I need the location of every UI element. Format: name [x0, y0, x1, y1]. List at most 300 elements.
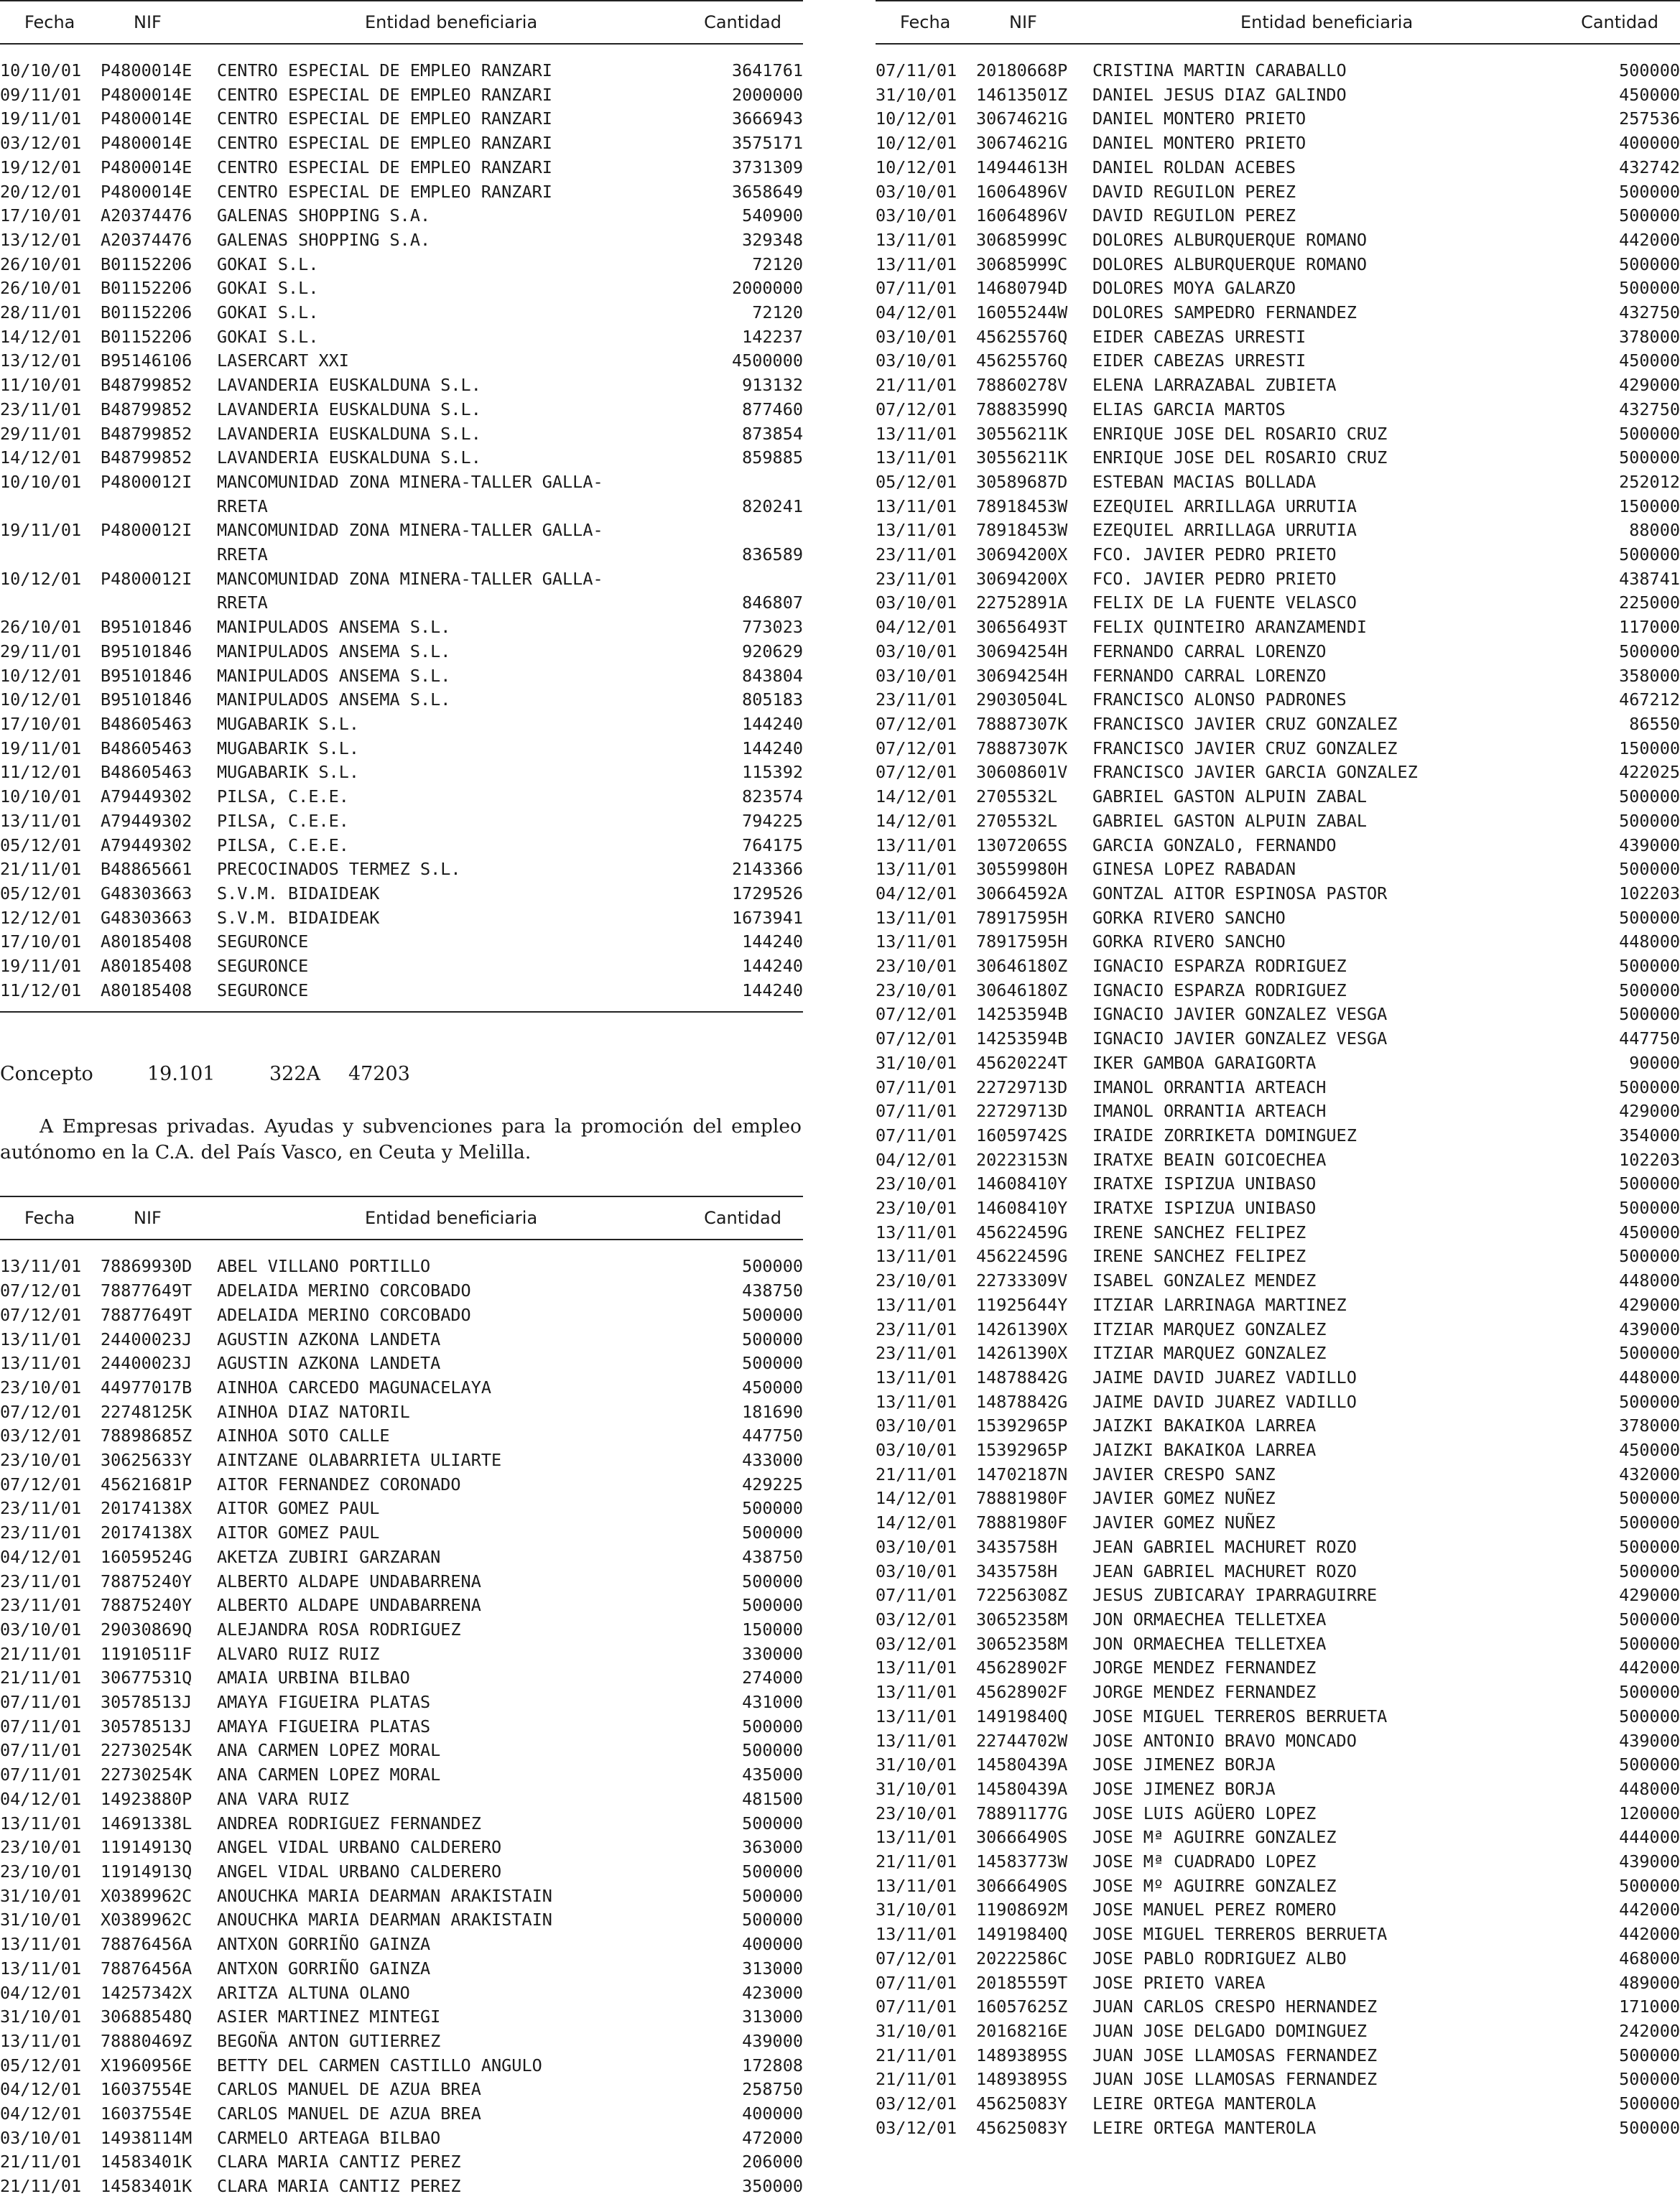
cell-nif: 78877649T	[101, 1280, 192, 1301]
cell-entidad: MUGABARIK S.L.	[217, 713, 360, 734]
cell-nif: 78883599Q	[976, 399, 1068, 419]
table-row	[876, 470, 1680, 495]
cell-cantidad: 450000	[742, 1377, 803, 1398]
cell-entidad: ANA VARA RUIZ	[217, 1788, 349, 1809]
cell-nif: 78876456A	[101, 1934, 192, 1955]
cell-entidad: PRECOCINADOS TERMEZ S.L.	[217, 859, 461, 880]
cell-fecha: 21/11/01	[0, 859, 82, 880]
cell-fecha: 13/11/01	[876, 1827, 957, 1848]
cell-fecha: 04/12/01	[0, 1546, 82, 1567]
cell-entidad: JAVIER GOMEZ NUÑEZ	[1092, 1512, 1276, 1533]
cell-entidad: DOLORES SAMPEDRO FERNANDEZ	[1092, 302, 1357, 323]
cell-nif: 30578513J	[101, 1716, 192, 1737]
cell-cantidad: 920629	[742, 641, 803, 661]
table-row	[0, 2150, 803, 2175]
table-row	[0, 979, 803, 1003]
cell-fecha: 07/12/01	[876, 738, 957, 758]
cell-entidad: GARCIA GONZALO, FERNANDO	[1092, 834, 1337, 855]
cell-entidad: JOSE Mª AGUIRRE GONZALEZ	[1092, 1827, 1337, 1848]
cell-fecha: 23/10/01	[876, 1803, 957, 1823]
cell-cantidad: 429000	[1619, 375, 1680, 396]
cell-nif: 20180668P	[976, 60, 1068, 80]
cell-cantidad: 252012	[1619, 471, 1680, 492]
table-row	[0, 253, 803, 277]
table-row	[876, 1414, 1680, 1438]
cell-cantidad: 500000	[1619, 1561, 1680, 1581]
cell-nif: 30556211K	[976, 423, 1068, 444]
cell-nif: 2705532L	[976, 786, 1058, 807]
table-row	[0, 325, 803, 350]
cell-cantidad: 144240	[742, 980, 803, 1000]
cell-fecha: 07/11/01	[876, 1996, 957, 2017]
cell-cantidad: 435000	[742, 1765, 803, 1785]
cell-cantidad: 429225	[742, 1474, 803, 1494]
cell-entidad: EZEQUIEL ARRILLAGA URRUTIA	[1092, 496, 1357, 516]
cell-fecha: 20/12/01	[0, 181, 82, 202]
cell-fecha: 07/11/01	[876, 278, 957, 299]
cell-entidad: ANGEL VIDAL URBANO CALDERERO	[217, 1861, 502, 1882]
cell-entidad: MANIPULADOS ANSEMA S.L.	[217, 641, 451, 661]
cell-cantidad: 2000000	[731, 84, 803, 105]
cell-cantidad: 429000	[1619, 1585, 1680, 1606]
cell-fecha: 23/11/01	[876, 689, 957, 710]
cell-entidad: IRENE SANCHEZ FELIPEZ	[1092, 1222, 1307, 1242]
table-row	[876, 495, 1680, 519]
table-row	[0, 156, 803, 180]
table-row	[876, 349, 1680, 373]
table-row	[876, 1777, 1680, 1802]
cell-fecha: 13/12/01	[0, 229, 82, 250]
cell-nif: 45628902F	[976, 1658, 1068, 1678]
header-entidad: Entidad beneficiaria	[365, 1208, 538, 1229]
table-row	[876, 737, 1680, 761]
cell-entidad: ALBERTO ALDAPE UNDABARRENA	[217, 1571, 481, 1591]
table-row	[876, 761, 1680, 785]
cell-fecha: 19/11/01	[0, 108, 82, 129]
cell-cantidad: 257536	[1619, 108, 1680, 129]
cell-entidad: DANIEL JESUS DIAZ GALINDO	[1092, 84, 1347, 105]
cell-cantidad: 144240	[742, 713, 803, 734]
cell-fecha: 31/10/01	[876, 84, 957, 105]
table-row	[876, 1995, 1680, 2019]
table-row	[876, 1100, 1680, 1124]
cell-fecha: 04/12/01	[876, 617, 957, 638]
cell-cantidad: 363000	[742, 1837, 803, 1858]
cell-fecha: 04/12/01	[0, 1982, 82, 2003]
table-row	[0, 373, 803, 398]
cell-nif: 14702187N	[976, 1464, 1068, 1484]
cell-cantidad: 117000	[1619, 617, 1680, 638]
cell-fecha: 26/10/01	[0, 254, 82, 274]
cell-entidad: GOKAI S.L.	[217, 302, 319, 323]
cell-entidad: PILSA, C.E.E.	[217, 810, 349, 831]
cell-fecha: 05/12/01	[0, 2055, 82, 2075]
cell-fecha: 23/11/01	[876, 1319, 957, 1339]
cell-fecha: 29/11/01	[0, 423, 82, 444]
cell-cantidad: 400000	[1619, 133, 1680, 154]
table-row	[0, 1497, 803, 1521]
table-row	[876, 1656, 1680, 1680]
cell-entidad: IGNACIO JAVIER GONZALEZ VESGA	[1092, 1004, 1388, 1025]
cell-cantidad: 500000	[1619, 980, 1680, 1000]
table-row	[0, 204, 803, 228]
cell-fecha: 13/11/01	[876, 1246, 957, 1267]
cell-fecha: 21/11/01	[876, 1464, 957, 1484]
table-row	[0, 1691, 803, 1715]
cell-entidad: AITOR GOMEZ PAUL	[217, 1522, 380, 1543]
cell-fecha: 10/12/01	[876, 133, 957, 154]
table-row	[0, 834, 803, 858]
cell-entidad: GOKAI S.L.	[217, 278, 319, 299]
cell-cantidad: 500000	[1619, 254, 1680, 274]
cell-nif: 30694200X	[976, 568, 1068, 589]
table-row	[876, 107, 1680, 131]
cell-cantidad: 432000	[1619, 1464, 1680, 1484]
table-row	[0, 2054, 803, 2078]
cell-cantidad: 500000	[1619, 1706, 1680, 1726]
cell-entidad: ENRIQUE JOSE DEL ROSARIO CRUZ	[1092, 447, 1388, 468]
cell-entidad: DANIEL ROLDAN ACEBES	[1092, 157, 1296, 177]
table-row	[0, 2078, 803, 2102]
cell-fecha: 03/10/01	[876, 1440, 957, 1461]
cell-nif: A79449302	[101, 810, 192, 831]
cell-nif: 11914913Q	[101, 1837, 192, 1858]
cell-fecha: 21/11/01	[0, 2152, 82, 2172]
cell-entidad: AGUSTIN AZKONA LANDETA	[217, 1329, 441, 1349]
cell-fecha: 31/10/01	[0, 2007, 82, 2027]
cell-cantidad: 442000	[1619, 1658, 1680, 1678]
cell-nif: 20185559T	[976, 1972, 1068, 1993]
cell-nif: 44977017B	[101, 1377, 192, 1398]
cell-fecha: 13/11/01	[876, 907, 957, 928]
cell-entidad: SEGURONCE	[217, 980, 309, 1000]
cell-nif: 45620224T	[976, 1052, 1068, 1073]
cell-entidad: JEAN GABRIEL MACHURET ROZO	[1092, 1536, 1357, 1557]
cell-entidad: JOSE ANTONIO BRAVO MONCADO	[1092, 1730, 1357, 1751]
cell-entidad: ISABEL GONZALEZ MENDEZ	[1092, 1270, 1317, 1291]
cell-nif: 16057625Z	[976, 1996, 1068, 2017]
cell-cantidad: 429000	[1619, 1294, 1680, 1315]
cell-fecha: 31/10/01	[876, 1052, 957, 1073]
cell-entidad: CARLOS MANUEL DE AZUA BREA	[217, 2103, 481, 2124]
cell-nif: 11914913Q	[101, 1861, 192, 1882]
cell-nif: A80185408	[101, 980, 192, 1000]
cell-nif: 29030869Q	[101, 1619, 192, 1640]
cell-nif: 14878842G	[976, 1391, 1068, 1412]
table-row	[876, 688, 1680, 712]
cell-fecha: 10/10/01	[0, 786, 82, 807]
table-row	[0, 1884, 803, 1909]
table-row	[876, 519, 1680, 543]
cell-nif: X0389962C	[101, 1885, 192, 1906]
cell-cantidad: 432750	[1619, 302, 1680, 323]
cell-entidad: MANCOMUNIDAD ZONA MINERA-TALLER GALLA- RRETA	[217, 568, 603, 613]
cell-fecha: 11/10/01	[0, 375, 82, 396]
cell-entidad: EIDER CABEZAS URRESTI	[1092, 350, 1307, 371]
cell-entidad: DOLORES MOYA GALARZO	[1092, 278, 1296, 299]
cell-entidad: LASERCART XXI	[217, 350, 349, 371]
table-row	[0, 1376, 803, 1400]
cell-fecha: 23/10/01	[876, 1198, 957, 1219]
table-row	[0, 2175, 803, 2199]
cell-entidad: AMAYA FIGUEIRA PLATAS	[217, 1716, 431, 1737]
cell-cantidad: 150000	[1619, 496, 1680, 516]
cell-cantidad: 120000	[1619, 1803, 1680, 1823]
cell-cantidad: 500000	[742, 1861, 803, 1882]
cell-nif: 20174138X	[101, 1522, 192, 1543]
cell-entidad: ESTEBAN MACIAS BOLLADA	[1092, 471, 1317, 492]
cell-cantidad: 378000	[1619, 1415, 1680, 1436]
cell-fecha: 07/11/01	[0, 1692, 82, 1713]
cell-nif: 20168216E	[976, 2020, 1068, 2041]
cell-entidad: ENRIQUE JOSE DEL ROSARIO CRUZ	[1092, 423, 1388, 444]
cell-nif: 13072065S	[976, 834, 1068, 855]
cell-nif: 78881980F	[976, 1512, 1068, 1533]
table-row	[0, 1933, 803, 1957]
cell-nif: 45622459G	[976, 1222, 1068, 1242]
table-row	[876, 59, 1680, 83]
table-row	[876, 325, 1680, 350]
table-body	[876, 59, 1680, 2140]
cell-fecha: 23/10/01	[876, 980, 957, 1000]
cell-nif: 30652358M	[976, 1633, 1068, 1654]
table-row	[0, 640, 803, 664]
table-row	[0, 1352, 803, 1376]
cell-entidad: JESUS ZUBICARAY IPARRAGUIRRE	[1092, 1585, 1378, 1606]
cell-nif: 30652358M	[976, 1609, 1068, 1630]
cell-cantidad: 500000	[1619, 2117, 1680, 2138]
cell-fecha: 13/11/01	[876, 496, 957, 516]
table-row	[876, 1680, 1680, 1705]
cell-nif: B01152206	[101, 278, 192, 299]
cell-nif: 14253594B	[976, 1028, 1068, 1049]
table-row	[876, 543, 1680, 567]
cell-cantidad: 500000	[742, 1716, 803, 1737]
cell-nif: 14919840Q	[976, 1924, 1068, 1945]
cell-entidad: DOLORES ALBURQUERQUE ROMANO	[1092, 229, 1368, 250]
cell-fecha: 07/12/01	[876, 762, 957, 783]
cell-cantidad: 432742	[1619, 157, 1680, 177]
cell-fecha: 31/10/01	[876, 1778, 957, 1799]
cell-entidad: PILSA, C.E.E.	[217, 834, 349, 855]
header-nif: NIF	[134, 12, 162, 32]
cell-entidad: JAVIER GOMEZ NUÑEZ	[1092, 1488, 1276, 1509]
cell-cantidad: 242000	[1619, 2020, 1680, 2041]
table-row	[876, 1802, 1680, 1826]
cell-fecha: 23/10/01	[0, 1837, 82, 1858]
cell-nif: A20374476	[101, 205, 192, 226]
cell-fecha: 19/11/01	[0, 520, 82, 541]
cell-cantidad: 843804	[742, 665, 803, 686]
cell-cantidad: 274000	[742, 1668, 803, 1688]
cell-entidad: IMANOL ORRANTIA ARTEACH	[1092, 1101, 1327, 1122]
cell-nif: 30578513J	[101, 1692, 192, 1713]
cell-fecha: 23/11/01	[876, 544, 957, 565]
cell-fecha: 05/12/01	[0, 834, 82, 855]
cell-cantidad: 500000	[1619, 60, 1680, 80]
cell-entidad: ANOUCHKA MARIA DEARMAN ARAKISTAIN	[217, 1885, 552, 1906]
cell-nif: 14583401K	[101, 2176, 192, 2197]
cell-entidad: CENTRO ESPECIAL DE EMPLEO RANZARI	[217, 108, 552, 129]
table-row	[0, 1715, 803, 1739]
table-row	[0, 857, 803, 882]
cell-entidad: MANCOMUNIDAD ZONA MINERA-TALLER GALLA- RRETA	[217, 520, 603, 565]
cell-nif: 22744702W	[976, 1730, 1068, 1751]
cell-cantidad: 447750	[742, 1426, 803, 1446]
cell-entidad: ELIAS GARCIA MARTOS	[1092, 399, 1286, 419]
cell-cantidad: 4500000	[731, 350, 803, 371]
cell-entidad: AMAYA FIGUEIRA PLATAS	[217, 1692, 431, 1713]
cell-cantidad: 438750	[742, 1280, 803, 1301]
cell-nif: 78875240Y	[101, 1571, 192, 1591]
cell-nif: 16064896V	[976, 205, 1068, 226]
cell-cantidad: 500000	[742, 1571, 803, 1591]
header-nif: NIF	[1009, 12, 1037, 32]
cell-entidad: JOSE Mº AGUIRRE GONZALEZ	[1092, 1875, 1337, 1896]
cell-fecha: 13/11/01	[0, 2030, 82, 2051]
cell-fecha: 07/11/01	[0, 1740, 82, 1761]
cell-nif: 14680794D	[976, 278, 1068, 299]
cell-cantidad: 468000	[1619, 1948, 1680, 1968]
cell-entidad: GORKA RIVERO SANCHO	[1092, 907, 1286, 928]
table-row	[876, 640, 1680, 664]
cell-entidad: GOKAI S.L.	[217, 254, 319, 274]
cell-nif: B95101846	[101, 665, 192, 686]
cell-fecha: 21/11/01	[0, 2176, 82, 2197]
cell-cantidad: 3575171	[731, 133, 803, 154]
cell-nif: 22729713D	[976, 1101, 1068, 1122]
cell-fecha: 17/10/01	[0, 931, 82, 952]
cell-nif: B48605463	[101, 762, 192, 783]
cell-fecha: 13/11/01	[876, 859, 957, 880]
cell-cantidad: 450000	[1619, 1222, 1680, 1242]
cell-fecha: 31/10/01	[0, 1910, 82, 1930]
table-row	[0, 809, 803, 834]
cell-nif: 45622459G	[976, 1246, 1068, 1267]
cell-fecha: 03/10/01	[876, 665, 957, 686]
header-fecha: Fecha	[24, 12, 75, 32]
cell-fecha: 21/11/01	[876, 2069, 957, 2090]
table-row	[876, 1196, 1680, 1221]
cell-nif: 30556211K	[976, 447, 1068, 468]
cell-cantidad: 846807	[742, 592, 803, 613]
cell-cantidad: 489000	[1619, 1972, 1680, 1993]
cell-cantidad: 836589	[742, 544, 803, 565]
cell-nif: 45625083Y	[976, 2093, 1068, 2114]
cell-entidad: JAIZKI BAKAIKOA LARREA	[1092, 1440, 1317, 1461]
cell-fecha: 10/12/01	[876, 108, 957, 129]
cell-cantidad: 330000	[742, 1643, 803, 1664]
cell-cantidad: 500000	[1619, 859, 1680, 880]
cell-nif: B48865661	[101, 859, 192, 880]
cell-entidad: JOSE JIMENEZ BORJA	[1092, 1778, 1276, 1799]
table-row	[0, 1400, 803, 1425]
cell-fecha: 23/11/01	[0, 1595, 82, 1616]
cell-nif: 30608601V	[976, 762, 1068, 783]
table-header	[0, 0, 803, 45]
cell-cantidad: 447750	[1619, 1028, 1680, 1049]
cell-fecha: 07/12/01	[0, 1474, 82, 1494]
cell-entidad: FRANCISCO ALONSO PADRONES	[1092, 689, 1347, 710]
table-row	[876, 1172, 1680, 1196]
cell-entidad: ABEL VILLANO PORTILLO	[217, 1256, 431, 1277]
cell-fecha: 19/12/01	[0, 157, 82, 177]
cell-entidad: FRANCISCO JAVIER CRUZ GONZALEZ	[1092, 713, 1398, 734]
cell-cantidad: 500000	[1619, 641, 1680, 661]
cell-entidad: ANTXON GORRIÑO GAINZA	[217, 1934, 431, 1955]
cell-cantidad: 472000	[742, 2127, 803, 2148]
cell-cantidad: 500000	[742, 1595, 803, 1616]
cell-nif: 24400023J	[101, 1329, 192, 1349]
cell-cantidad: 442000	[1619, 1924, 1680, 1945]
cell-fecha: 04/12/01	[0, 1788, 82, 1809]
cell-nif: 30688548Q	[101, 2007, 192, 2027]
cell-fecha: 10/10/01	[0, 471, 82, 492]
cell-nif: 30646180Z	[976, 956, 1068, 977]
cell-cantidad: 72120	[752, 254, 803, 274]
cell-cantidad: 439000	[1619, 1319, 1680, 1339]
concept-description: A Empresas privadas. Ayudas y subvenciones para la promoción del empleo autónomo en la C.A. del País Vasco, en Ceuta y Melilla.	[0, 1115, 802, 1164]
table-row	[0, 664, 803, 689]
cell-nif: 22733309V	[976, 1270, 1068, 1291]
table-row	[0, 1449, 803, 1473]
cell-fecha: 03/10/01	[876, 641, 957, 661]
cell-entidad: LEIRE ORTEGA MANTEROLA	[1092, 2117, 1317, 2138]
cell-fecha: 21/11/01	[0, 1643, 82, 1664]
cell-cantidad: 2143366	[731, 859, 803, 880]
cell-nif: 30694200X	[976, 544, 1068, 565]
cell-nif: 14253594B	[976, 1004, 1068, 1025]
cell-nif: 45621681P	[101, 1474, 192, 1494]
cell-nif: A20374476	[101, 229, 192, 250]
cell-entidad: JUAN CARLOS CRESPO HERNANDEZ	[1092, 1996, 1378, 2017]
cell-fecha: 13/11/01	[876, 229, 957, 250]
table-row	[876, 1366, 1680, 1390]
table-row	[876, 1535, 1680, 1560]
cell-cantidad: 500000	[1619, 1682, 1680, 1703]
cell-cantidad: 500000	[1619, 1609, 1680, 1630]
cell-fecha: 03/10/01	[876, 205, 957, 226]
table-row	[0, 882, 803, 906]
table-row	[876, 204, 1680, 228]
cell-fecha: 10/12/01	[0, 665, 82, 686]
cell-entidad: LAVANDERIA EUSKALDUNA S.L.	[217, 375, 481, 396]
table-row	[876, 1051, 1680, 1076]
cell-entidad: EZEQUIEL ARRILLAGA URRUTIA	[1092, 520, 1357, 541]
cell-cantidad: 438750	[742, 1546, 803, 1567]
table-row	[876, 1511, 1680, 1535]
header-fecha: Fecha	[900, 12, 951, 32]
cell-entidad: PILSA, C.E.E.	[217, 786, 349, 807]
cell-fecha: 23/11/01	[0, 1571, 82, 1591]
cell-cantidad: 313000	[742, 1958, 803, 1979]
cell-nif: B48799852	[101, 399, 192, 419]
cell-cantidad: 439000	[1619, 1730, 1680, 1751]
cell-fecha: 13/11/01	[0, 1958, 82, 1979]
cell-cantidad: 432750	[1619, 399, 1680, 419]
cell-entidad: SEGURONCE	[217, 931, 309, 952]
cell-fecha: 07/12/01	[876, 713, 957, 734]
cell-cantidad: 88000	[1629, 520, 1680, 541]
cell-cantidad: 448000	[1619, 1270, 1680, 1291]
cell-entidad: IRATXE ISPIZUA UNIBASO	[1092, 1198, 1317, 1219]
cell-fecha: 13/11/01	[876, 520, 957, 541]
cell-cantidad: 500000	[1619, 786, 1680, 807]
cell-fecha: 03/12/01	[876, 2117, 957, 2138]
cell-nif: 3435758H	[976, 1536, 1058, 1557]
table-row	[876, 1971, 1680, 1996]
cell-fecha: 13/11/01	[876, 447, 957, 468]
